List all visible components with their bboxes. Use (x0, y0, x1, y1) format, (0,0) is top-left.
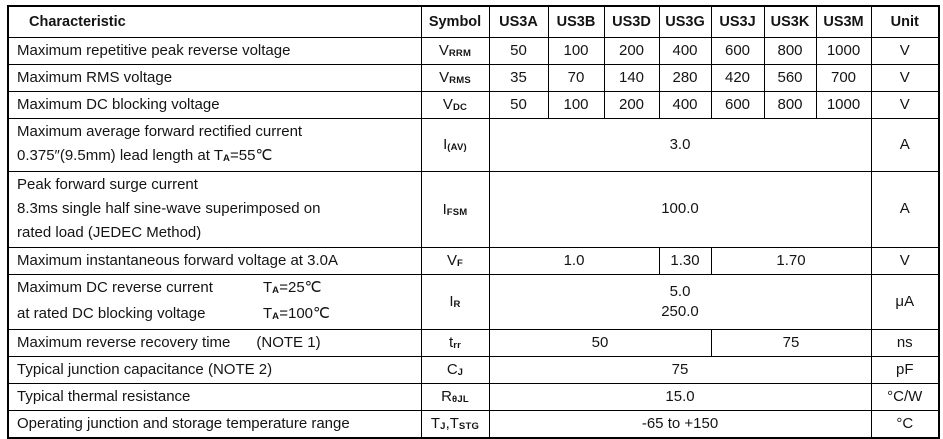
row-trr (8, 329, 939, 356)
value-cell: 50 (489, 329, 711, 356)
value-cell: 5.0 250.0 (489, 274, 871, 329)
unit-cell: ns (871, 329, 939, 356)
value-cell: 1000 (816, 37, 871, 64)
symbol-cell: $I_R$ (421, 274, 489, 329)
row-cj (8, 356, 939, 383)
value-cell: 70 (548, 64, 604, 91)
value-cell: 280 (659, 64, 711, 91)
value-cell: 75 (489, 356, 871, 383)
row-rthjl (8, 383, 939, 410)
value-cell: 800 (764, 37, 816, 64)
symbol-cell: $C_J$ (421, 356, 489, 383)
symbol-cell: $T_J,T_{STG}$ (421, 410, 489, 438)
unit-cell: V (871, 64, 939, 91)
symbol-cell: $V_F$ (421, 247, 489, 274)
row-vdc (8, 91, 939, 118)
unit-cell: A (871, 171, 939, 247)
value-cell: 50 (489, 37, 548, 64)
maximum-ratings-table (7, 5, 940, 439)
symbol-cell: $I_{(AV)}$ (421, 118, 489, 171)
value-cell: 15.0 (489, 383, 871, 410)
characteristic-cell: Maximum average forward rectified current 0.375″(9.5mm) lead length at $T_A=55℃$ (8, 118, 421, 171)
value-cell: 800 (764, 91, 816, 118)
unit-cell: V (871, 37, 939, 64)
value-cell: 600 (711, 91, 764, 118)
header-part-us3j: US3J (711, 6, 764, 37)
value-cell: 75 (711, 329, 871, 356)
symbol-cell: $I_{FSM}$ (421, 171, 489, 247)
header-part-us3b: US3B (548, 6, 604, 37)
row-vrrm (8, 37, 939, 64)
value-cell: 1.70 (711, 247, 871, 274)
unit-cell: V (871, 91, 939, 118)
characteristic-cell: Maximum instantaneous forward voltage at 3.0A (8, 247, 421, 274)
unit-cell: V (871, 247, 939, 274)
value-cell: 600 (711, 37, 764, 64)
value-cell: -65 to +150 (489, 410, 871, 438)
value-cell: 200 (604, 91, 659, 118)
value-cell: 1000 (816, 91, 871, 118)
characteristic-cell: Maximum DC reverse current $T_A=25℃$ at rated DC blocking voltage $T_A=100℃$ (8, 274, 421, 329)
unit-cell: A (871, 118, 939, 171)
row-iav (8, 118, 939, 171)
unit-cell: μA (871, 274, 939, 329)
value-cell: 1.30 (659, 247, 711, 274)
value-cell: 400 (659, 91, 711, 118)
header-part-us3d: US3D (604, 6, 659, 37)
value-cell: 100 (548, 91, 604, 118)
characteristic-cell: Maximum RMS voltage (8, 64, 421, 91)
header-row (8, 6, 939, 37)
value-cell: 700 (816, 64, 871, 91)
header-part-us3g: US3G (659, 6, 711, 37)
row-vf (8, 247, 939, 274)
characteristic-cell: Typical thermal resistance (8, 383, 421, 410)
value-cell: 100.0 (489, 171, 871, 247)
row-tjtstg (8, 410, 939, 438)
value-cell: 50 (489, 91, 548, 118)
characteristic-cell: Maximum DC blocking voltage (8, 91, 421, 118)
value-cell: 35 (489, 64, 548, 91)
symbol-cell: $V_{RMS}$ (421, 64, 489, 91)
symbol-cell: $R_{\theta JL}$ (421, 383, 489, 410)
characteristic-cell: Maximum reverse recovery time (NOTE 1) (8, 329, 421, 356)
symbol-cell: $V_{RRM}$ (421, 37, 489, 64)
header-part-us3a: US3A (489, 6, 548, 37)
characteristic-cell: Operating junction and storage temperature range (8, 410, 421, 438)
header-unit: Unit (871, 6, 939, 37)
row-ifsm (8, 171, 939, 247)
characteristic-cell: Maximum repetitive peak reverse voltage (8, 37, 421, 64)
header-part-us3k: US3K (764, 6, 816, 37)
header-characteristic: Characteristic (8, 6, 421, 37)
value-cell: 140 (604, 64, 659, 91)
value-cell: 1.0 (489, 247, 659, 274)
symbol-cell: $t_{rr}$ (421, 329, 489, 356)
value-cell: 100 (548, 37, 604, 64)
unit-cell: °C (871, 410, 939, 438)
unit-cell: pF (871, 356, 939, 383)
row-vrms (8, 64, 939, 91)
value-cell: 420 (711, 64, 764, 91)
unit-cell: °C/W (871, 383, 939, 410)
value-cell: 200 (604, 37, 659, 64)
characteristic-cell: Typical junction capacitance (NOTE 2) (8, 356, 421, 383)
value-cell: 560 (764, 64, 816, 91)
value-cell: 400 (659, 37, 711, 64)
row-ir (8, 274, 939, 329)
header-symbol: Symbol (421, 6, 489, 37)
note-ref: (NOTE 1) (256, 333, 321, 351)
characteristic-cell: Peak forward surge current 8.3ms single half sine-wave superimposed on rated load (JEDEC Method) (8, 171, 421, 247)
symbol-cell: $V_{DC}$ (421, 91, 489, 118)
value-cell: 3.0 (489, 118, 871, 171)
header-part-us3m: US3M (816, 6, 871, 37)
